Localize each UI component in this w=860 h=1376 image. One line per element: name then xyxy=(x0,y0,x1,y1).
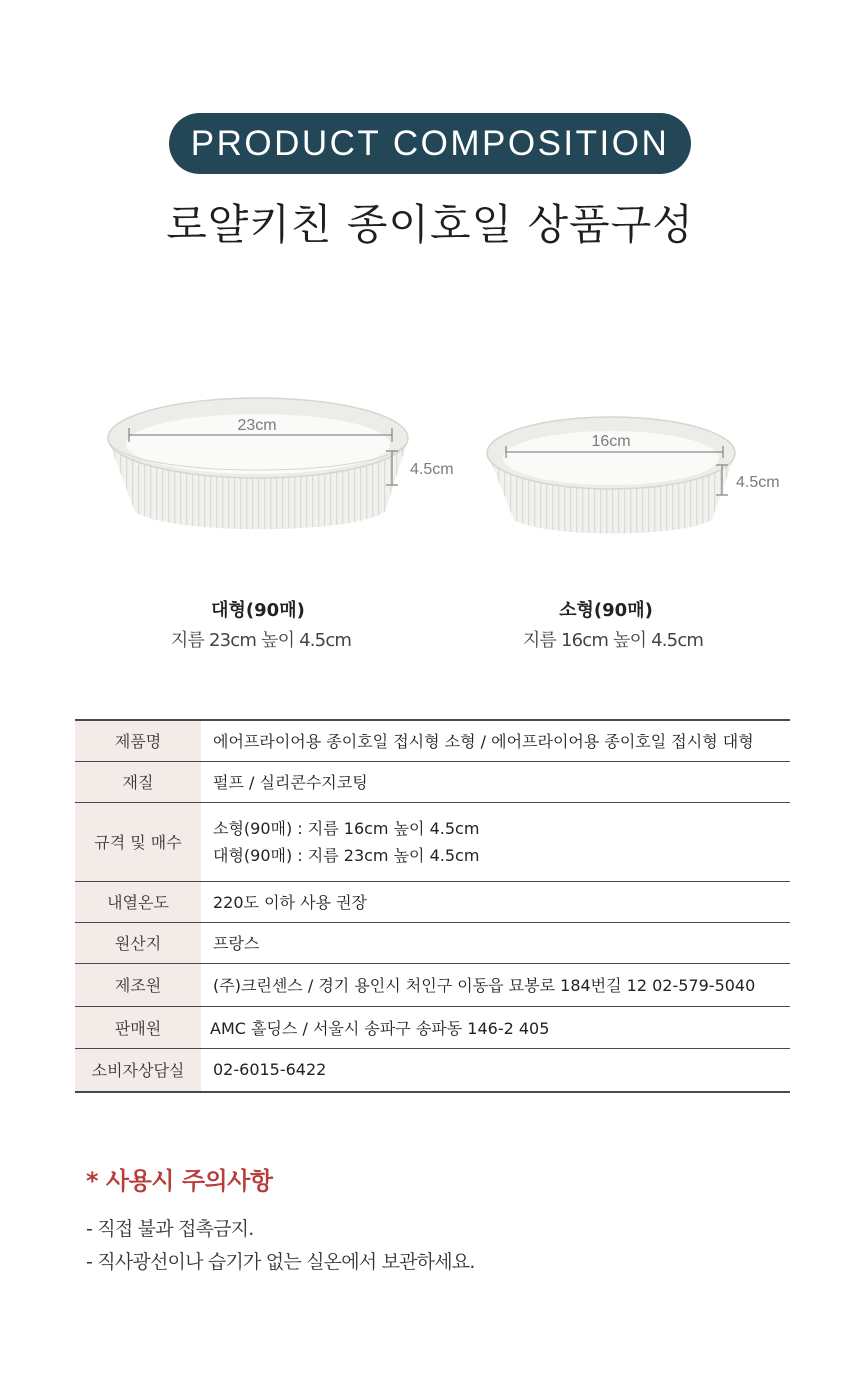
table-row xyxy=(75,720,790,761)
small-height-label: 4.5cm xyxy=(736,474,780,491)
large-diameter-label: 23cm xyxy=(237,417,277,434)
large-size-name: 대형(90매) xyxy=(211,600,305,621)
table-row xyxy=(75,963,790,1006)
spec-value: AMC 홀딩스 / 서울시 송파구 송파동 146-2 405 xyxy=(201,1006,790,1048)
spec-key: 소비자상담실 xyxy=(75,1048,201,1092)
spec-value: 펄프 / 실리콘수지코팅 xyxy=(201,761,790,802)
table-row xyxy=(75,881,790,922)
table-row xyxy=(75,761,790,802)
table-row xyxy=(75,1006,790,1048)
large-size-desc: 지름 23cm 높이 4.5cm xyxy=(170,630,352,651)
spec-key: 원산지 xyxy=(75,922,201,963)
spec-key: 재질 xyxy=(75,761,201,802)
spec-key: 제조원 xyxy=(75,963,201,1006)
table-row xyxy=(75,1048,790,1092)
table-row xyxy=(75,922,790,963)
caution-title: * 사용시 주의사항 xyxy=(86,1167,273,1195)
small-liner-image xyxy=(487,417,780,534)
product-illustration xyxy=(0,380,860,550)
caution-item: - 직접 불과 접촉금지. xyxy=(86,1218,254,1240)
section-badge: PRODUCT COMPOSITION xyxy=(169,113,691,174)
spec-value: 02-6015-6422 xyxy=(213,1060,327,1080)
spec-key: 제품명 xyxy=(75,720,201,761)
spec-key: 판매원 xyxy=(75,1006,201,1048)
spec-value: 에어프라이어용 종이호일 접시형 소형 / 에어프라이어용 종이호일 접시형 대형 xyxy=(201,720,790,761)
spec-value: (주)크린센스 / 경기 용인시 처인구 이동읍 묘봉로 184번길 12 02-579-5040 xyxy=(201,963,790,1006)
spec-value xyxy=(201,802,790,881)
spec-value-line: 대형(90매) : 지름 23cm 높이 4.5cm xyxy=(213,845,480,865)
small-diameter-label: 16cm xyxy=(591,433,631,450)
small-size-name: 소형(90매) xyxy=(559,600,653,621)
spec-key: 규격 및 매수 xyxy=(75,802,201,881)
spec-table xyxy=(75,719,790,1093)
spec-key: 내열온도 xyxy=(75,881,201,922)
spec-value: 프랑스 xyxy=(201,922,790,963)
small-size-desc: 지름 16cm 높이 4.5cm xyxy=(522,630,704,651)
spec-value-line: 소형(90매) : 지름 16cm 높이 4.5cm xyxy=(213,818,480,838)
large-height-label: 4.5cm xyxy=(410,461,454,478)
caution-item: - 직사광선이나 습기가 없는 실온에서 보관하세요. xyxy=(86,1251,475,1273)
large-liner-image xyxy=(108,398,454,529)
spec-value: 220도 이하 사용 권장 xyxy=(201,881,790,922)
page-title: 로얄키친 종이호일 상품구성 xyxy=(166,200,694,249)
table-row xyxy=(75,802,790,881)
